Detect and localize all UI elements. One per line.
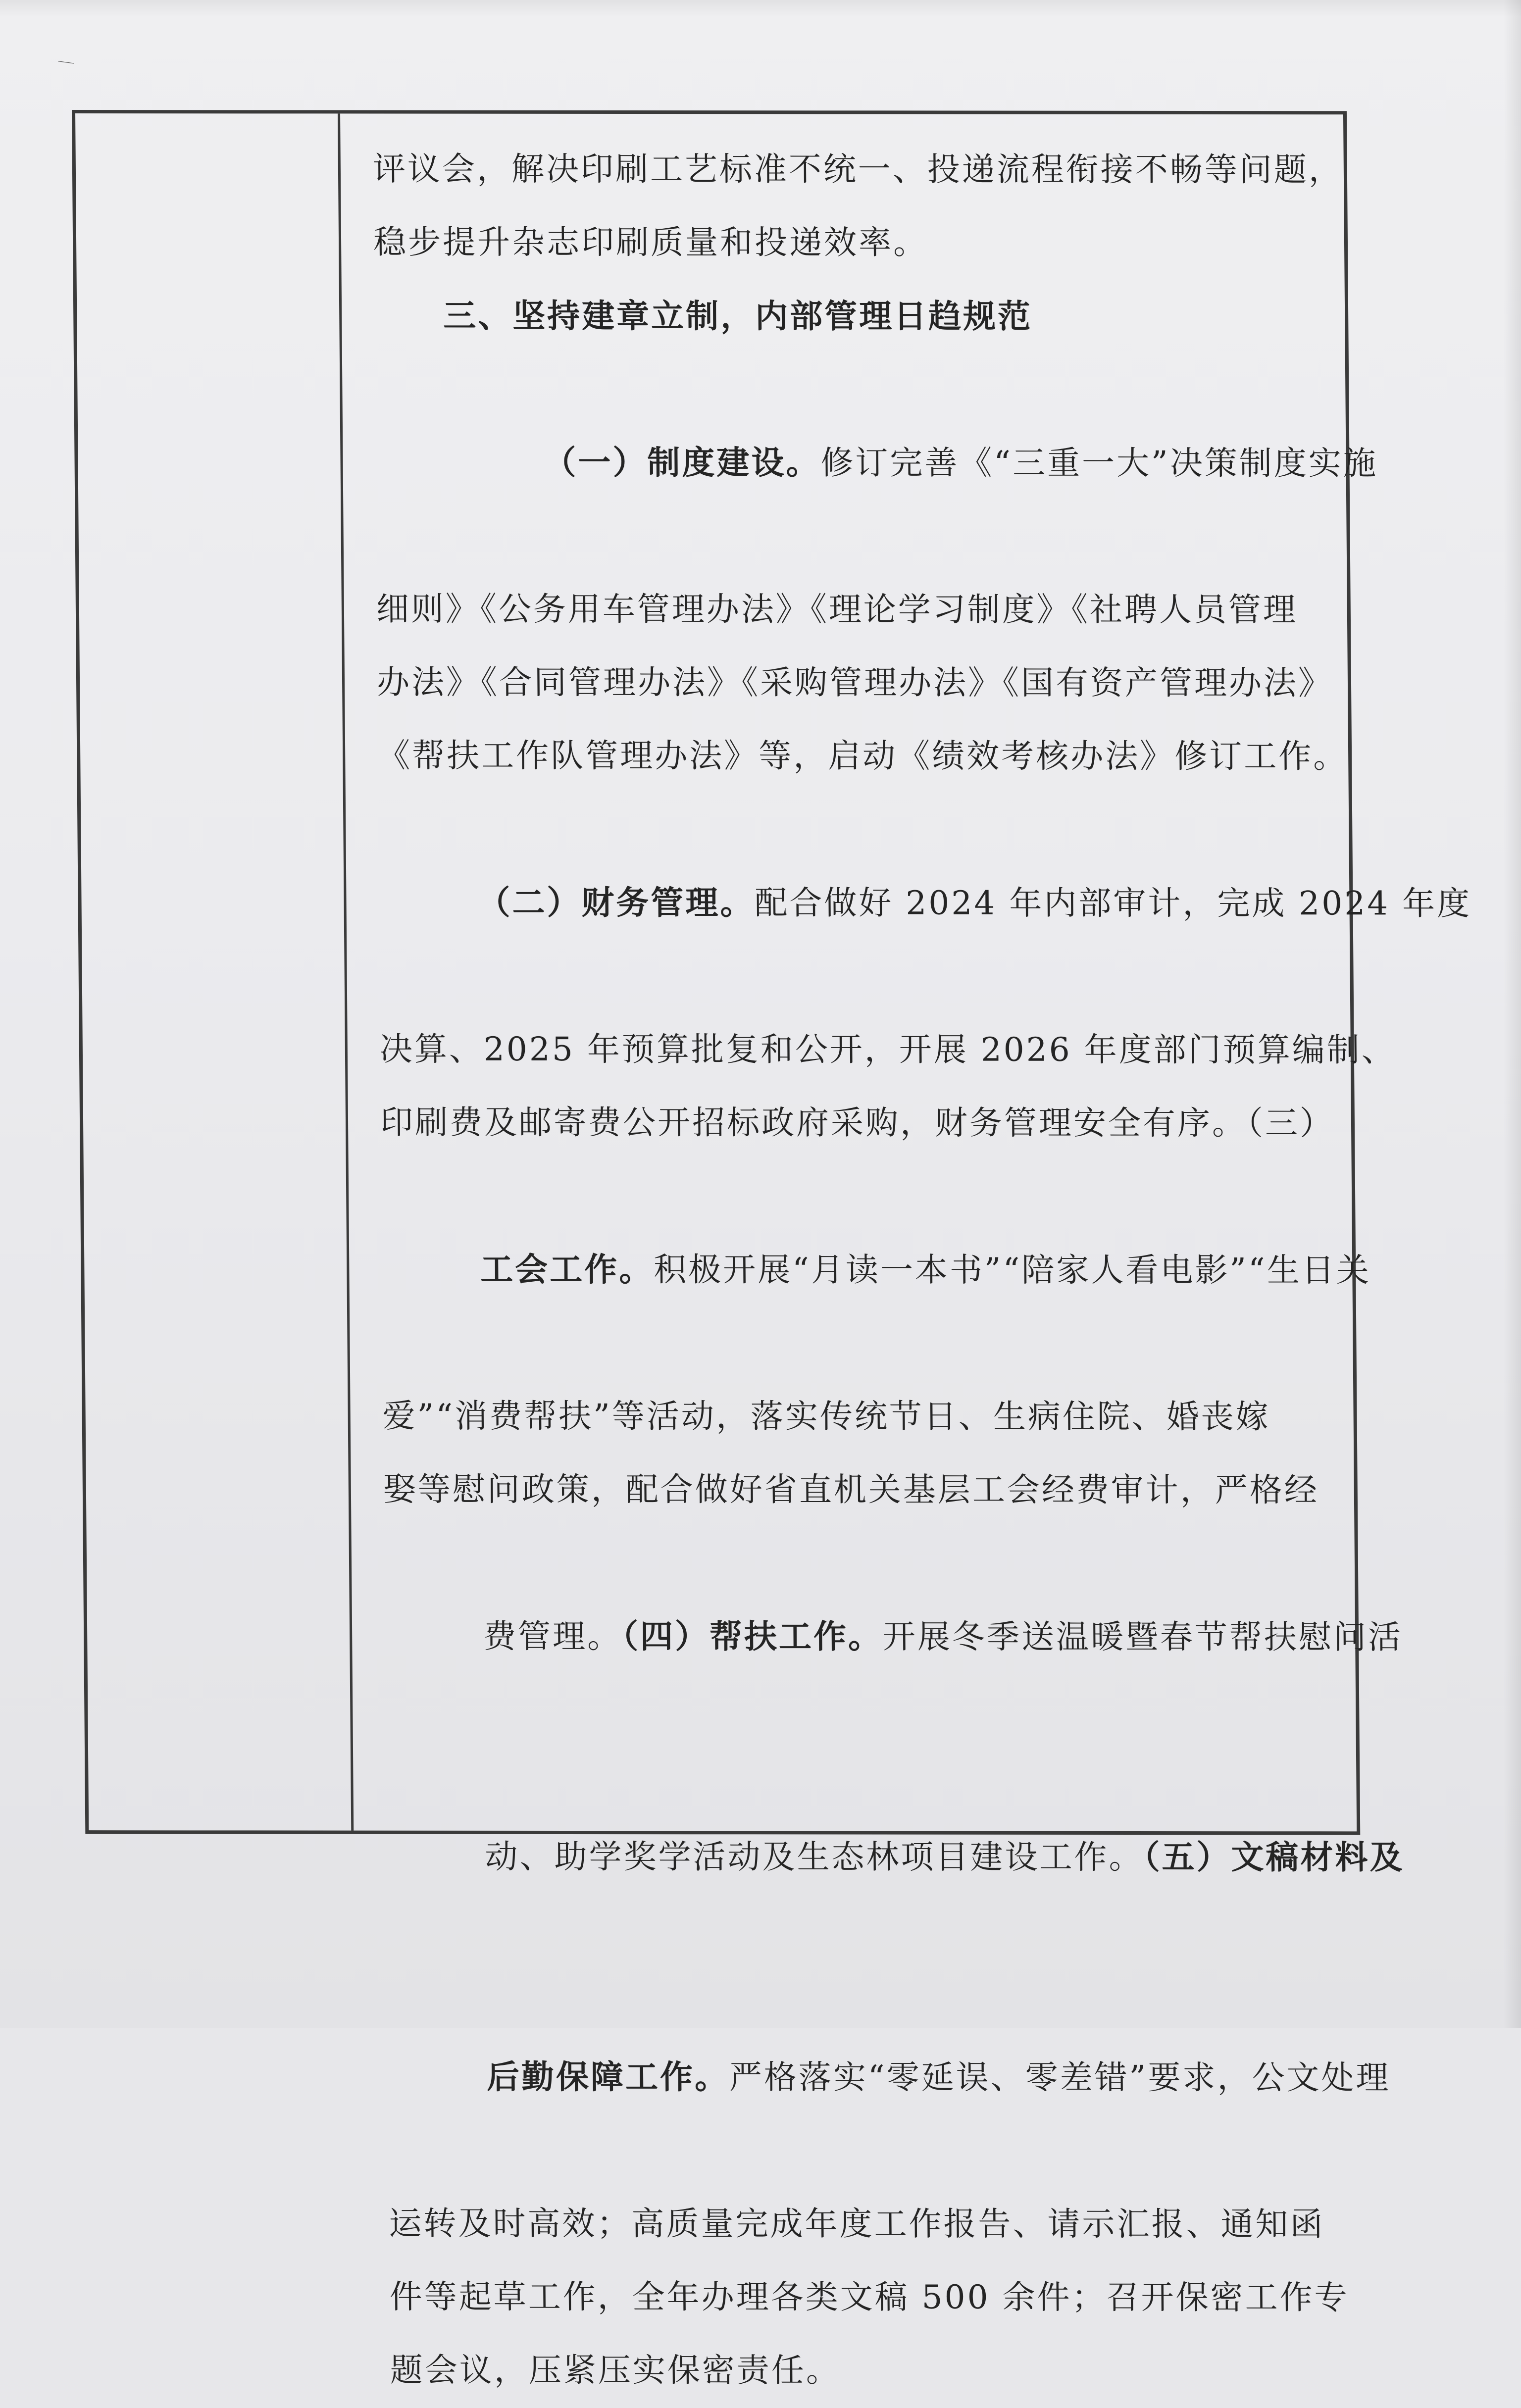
text-line-5: 细则》《公务用车管理办法》《理论学习制度》《社聘人员管理: [376, 590, 1298, 629]
text-line-16-bold: 后勤保障工作。: [486, 2057, 730, 2097]
paper-top-shadow: [0, 0, 1521, 17]
text-line-2: 稳步提升杂志印刷质量和投递效率。: [373, 223, 928, 262]
section-heading: 三、坚持建章立制，内部管理日趋规范: [443, 296, 1033, 336]
text-line-16-rest: 严格落实“零延误、零差错”要求，公文处理: [729, 2058, 1391, 2097]
text-line-8: [378, 793, 1472, 1014]
document-table: [72, 110, 1472, 2390]
text-line-4: [374, 352, 1378, 574]
text-line-18: 件等起草工作，全年办理各类文稿 500 余件；召开保密工作专: [389, 2277, 1349, 2317]
text-line-19: 题会议，压紧压实保密责任。: [390, 2351, 841, 2390]
text-line-12: 爱”“消费帮扶”等活动，落实传统节日、生病住院、婚丧嫁: [382, 1397, 1271, 1436]
table-content: [372, 133, 1472, 2408]
text-line-15: [385, 1747, 1405, 1968]
text-line-15-bold: （五）文稿材料及: [1143, 1837, 1405, 1877]
text-line-9: 决算、2025 年预算批复和公开，开展 2026 年度部门预算编制、: [379, 1030, 1396, 1069]
text-line-4-rest: 修订完善《“三重一大”决策制度实施: [820, 444, 1378, 483]
text-line-8-bold: （二）财务管理。: [477, 883, 755, 922]
text-line-14-bold: （四）帮扶工作。: [621, 1617, 883, 1656]
text-line-14: [383, 1526, 1403, 1748]
text-line-7: 《帮扶工作队管理办法》等，启动《绩效考核办法》修订工作。: [377, 736, 1348, 776]
text-line-6: 办法》《合同管理办法》《采购管理办法》《国有资产管理办法》: [376, 663, 1333, 702]
text-line-11: [381, 1159, 1371, 1381]
text-line-11-bold: 工会工作。: [480, 1250, 654, 1289]
text-line-10: 印刷费及邮寄费公开招标政府采购，财务管理安全有序。（三）: [380, 1103, 1335, 1143]
text-line-13: 娶等慰问政策，配合做好省直机关基层工会经费审计，严格经: [383, 1470, 1319, 1509]
text-line-17: 运转及时高效；高质量完成年度工作报告、请示汇报、通知函: [389, 2204, 1325, 2244]
text-line-1: 评议会，解决印刷工艺标准不统一、投递流程衔接不畅等问题，: [372, 150, 1344, 189]
text-line-16: [387, 1967, 1391, 2188]
table-left-column: [75, 113, 354, 1831]
text-line-11-rest: 积极开展“月读一本书”“陪家人看电影”“生日关: [653, 1251, 1371, 1290]
scan-mark: ⸺: [56, 54, 75, 69]
text-line-15-a: 动、助学奖学活动及生态林项目建设工作。: [485, 1837, 1144, 1876]
text-line-14-a: 费管理。: [483, 1617, 622, 1656]
text-line-4-bold: （一）制度建设。: [543, 443, 821, 482]
text-line-14-b: 开展冬季送温暖暨春节帮扶慰问活: [882, 1617, 1403, 1656]
text-line-8-rest: 配合做好 2024 年内部审计，完成 2024 年度: [755, 884, 1472, 923]
paper-right-shadow: [1503, 0, 1521, 2028]
